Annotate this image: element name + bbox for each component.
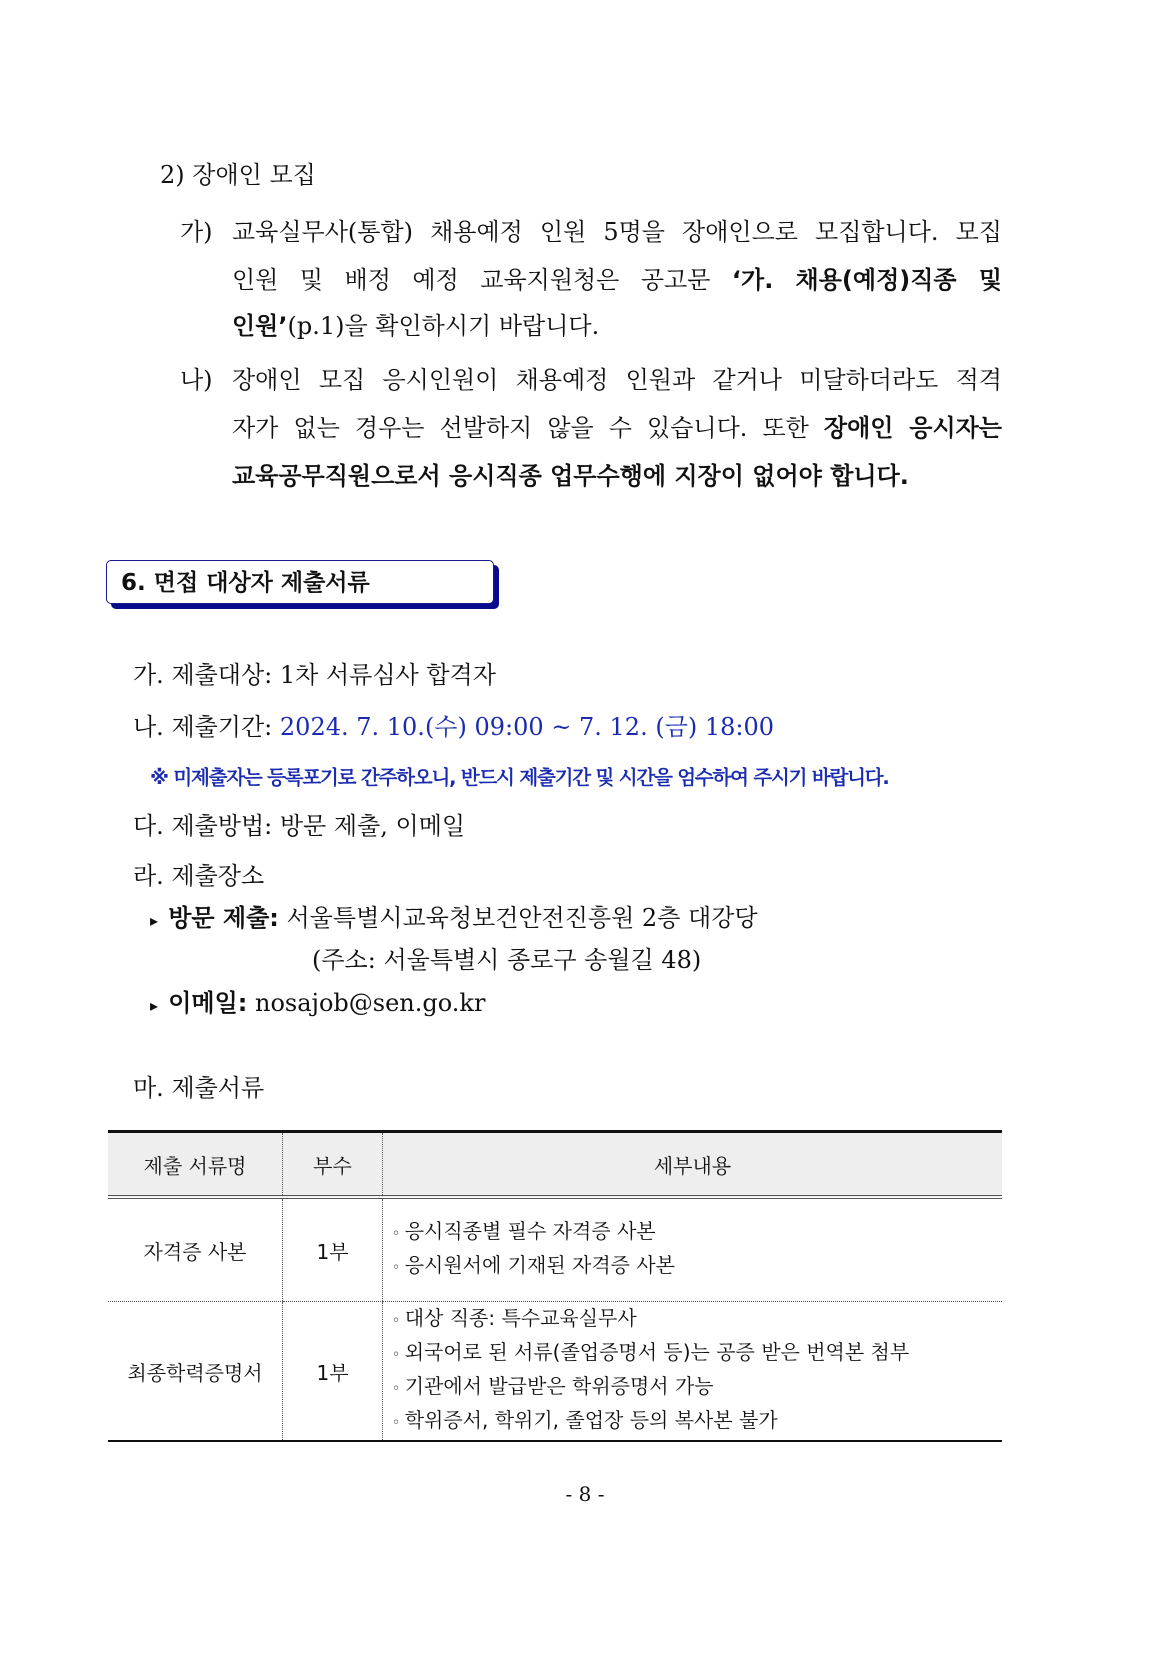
- detail-item: ◦ 기관에서 발급받은 학위증명서 가능: [392, 1371, 1001, 1405]
- visit-submission: [150, 903, 758, 936]
- detail-item: ◦ 응시원서에 기재된 자격증 사본: [392, 1250, 1001, 1284]
- email-link[interactable]: nosajob@sen.go.kr: [247, 989, 486, 1017]
- doc-name: 최종학력증명서: [108, 1302, 283, 1442]
- warning-note: ※ 미제출자는 등록포기로 간주하오니, 반드시 제출기간 및 시간을 엄수하여 주시기 바랍니다.: [150, 766, 889, 789]
- submission-place-label: 라. 제출장소: [133, 862, 265, 890]
- detail-item: ◦ 학위증서, 학위기, 졸업장 등의 복사본 불가: [392, 1405, 1001, 1439]
- section-title-box: 6. 면접 대상자 제출서류: [106, 560, 494, 604]
- value: 1차 서류심사 합격자: [279, 661, 496, 689]
- header-cell: 부수: [283, 1132, 383, 1198]
- label: 다. 제출방법:: [133, 812, 280, 840]
- triangle-bullet-icon: ▸: [150, 996, 169, 1015]
- emphasis-text: 교육공무직원으로서 응시직종 업무수행에 지장이 없어야 합니다.: [232, 462, 909, 490]
- submission-period: [133, 712, 774, 742]
- page-number: - 8 -: [565, 1482, 605, 1506]
- label: 이메일:: [168, 989, 248, 1017]
- doc-count: 1부: [283, 1302, 383, 1442]
- emphasis-text: 인원’: [232, 312, 288, 340]
- emphasis-text: ‘가. 채용(예정)직종 및: [731, 266, 1003, 294]
- table-row: [108, 1302, 1002, 1442]
- doc-count: 1부: [283, 1197, 383, 1302]
- paragraph-line: 장애인 모집 응시인원이 채용예정 인원과 같거나 미달하더라도 적격: [232, 366, 1002, 394]
- submission-method: [133, 811, 465, 841]
- paragraph-line: [232, 413, 1002, 443]
- header-cell: 세부내용: [383, 1132, 1003, 1198]
- detail-item: ◦ 대상 직종: 특수교육실무사: [392, 1303, 1001, 1337]
- detail-item: ◦ 응시직종별 필수 자격증 사본: [392, 1216, 1001, 1250]
- submission-target: [133, 660, 496, 690]
- detail-item: ◦ 외국어로 된 서류(졸업증명서 등)는 공증 받은 번역본 첨부: [392, 1337, 1001, 1371]
- label: 나. 제출기간:: [133, 713, 280, 741]
- emphasis-text: 장애인 응시자는: [823, 414, 1002, 442]
- subheading-disabled-recruitment: 2) 장애인 모집: [160, 161, 316, 189]
- paragraph-line: [232, 311, 599, 341]
- doc-name: 자격증 사본: [108, 1197, 283, 1302]
- text: 자가 없는 경우는 선발하지 않을 수 있습니다. 또한: [232, 414, 824, 442]
- header-cell: 제출 서류명: [108, 1132, 283, 1198]
- value: 서울특별시교육청보건안전진흥원 2층 대강당: [278, 904, 758, 932]
- table-row: [108, 1197, 1002, 1302]
- visit-address: (주소: 서울특별시 종로구 송월길 48): [312, 946, 702, 974]
- text: 인원 및 배정 예정 교육지원청은 공고문: [232, 266, 732, 294]
- doc-details: [383, 1302, 1003, 1442]
- paragraph-line: [232, 461, 909, 491]
- triangle-bullet-icon: ▸: [150, 911, 169, 930]
- item-marker: 가): [180, 218, 213, 246]
- value: 2024. 7. 10.(수) 09:00 ~ 7. 12. (금) 18:00: [279, 713, 775, 741]
- documents-label: 마. 제출서류: [133, 1074, 265, 1102]
- documents-table: [108, 1130, 1002, 1442]
- item-marker: 나): [180, 366, 213, 394]
- paragraph-line: [232, 265, 1002, 295]
- text: (p.1)을 확인하시기 바랍니다.: [287, 312, 600, 340]
- email-submission: [150, 988, 485, 1021]
- paragraph-line: 교육실무사(통합) 채용예정 인원 5명을 장애인으로 모집합니다. 모집: [232, 218, 1002, 246]
- label: 방문 제출:: [168, 904, 279, 932]
- value: 방문 제출, 이메일: [279, 812, 466, 840]
- doc-details: [383, 1197, 1003, 1302]
- table-header: [108, 1132, 1002, 1198]
- label: 가. 제출대상:: [133, 661, 280, 689]
